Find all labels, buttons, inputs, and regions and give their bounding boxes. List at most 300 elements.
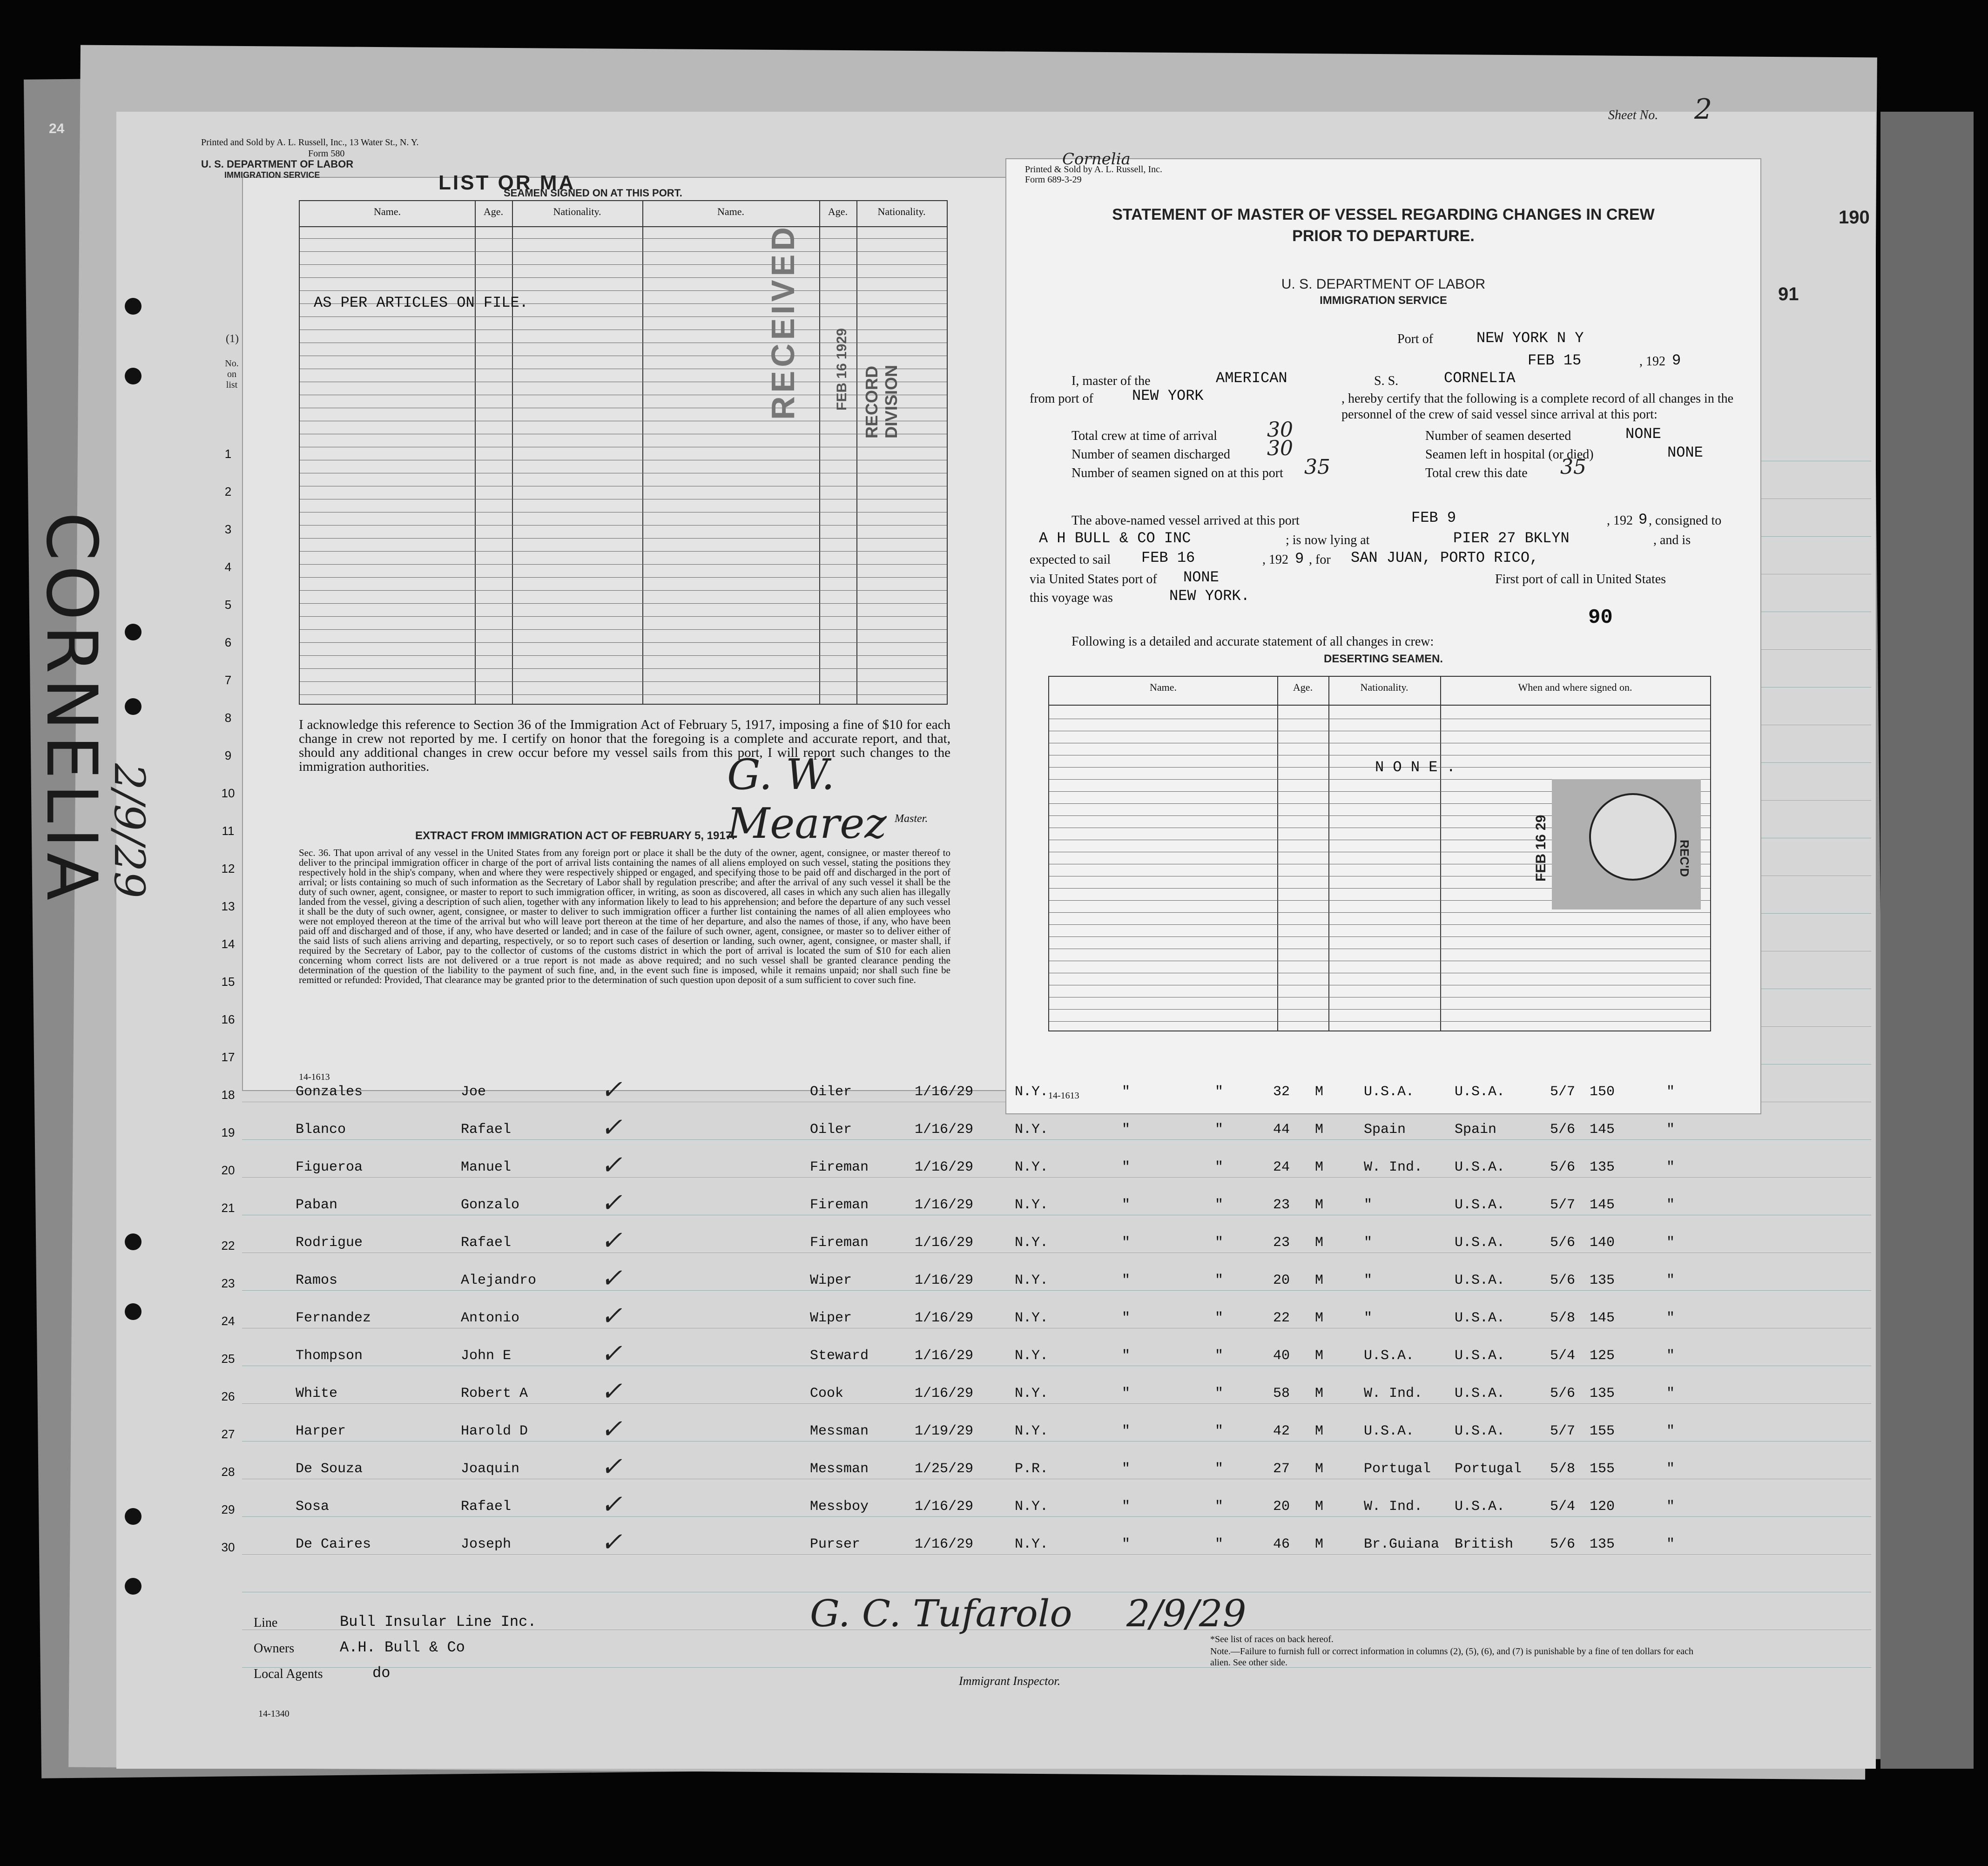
crew-given: Gonzalo xyxy=(461,1197,520,1213)
right-dept: U. S. DEPARTMENT OF LABOR xyxy=(1281,276,1486,292)
col-header-nationality-2: Nationality. xyxy=(877,206,926,217)
master-statement-form xyxy=(1005,150,1761,1114)
crew-c3: " xyxy=(1666,1235,1675,1251)
right-form-no: 14-1613 xyxy=(1048,1091,1079,1101)
row-number: 27 xyxy=(221,1427,235,1441)
crew-c3: " xyxy=(1666,1386,1675,1401)
row-number: 13 xyxy=(221,899,235,913)
left-form-title: LIST OR MA xyxy=(438,171,576,194)
crew-sex: M xyxy=(1315,1386,1324,1401)
crew-sex: M xyxy=(1315,1159,1324,1175)
binder-hole xyxy=(125,1303,142,1320)
row-number: 7 xyxy=(224,673,232,687)
crew-c1: " xyxy=(1122,1273,1131,1288)
table-rule xyxy=(300,238,947,239)
year-digit-sail: 9 xyxy=(1295,550,1304,567)
crew-born: U.S.A. xyxy=(1455,1499,1505,1515)
crew-surname: Figueroa xyxy=(296,1159,363,1175)
handwritten-cornelia: Cornelia xyxy=(1062,150,1131,168)
crew-c1: " xyxy=(1122,1159,1131,1175)
table-rule xyxy=(300,603,947,604)
crew-c2: " xyxy=(1215,1499,1224,1515)
crew-sex: M xyxy=(1315,1461,1324,1477)
table-rule xyxy=(300,629,947,630)
crew-age: 27 xyxy=(1273,1461,1290,1477)
year-digit-arrived: 9 xyxy=(1638,511,1648,528)
crew-c2: " xyxy=(1215,1536,1224,1552)
row-number: 12 xyxy=(221,862,235,876)
crew-c1: " xyxy=(1122,1499,1131,1515)
crew-age: 32 xyxy=(1273,1084,1290,1100)
crew-c2: " xyxy=(1215,1423,1224,1439)
crew-height: 5/7 xyxy=(1550,1084,1576,1100)
note-text: Note.—Failure to furnish full or correct information in columns (2), (5), (6), and (7) is punishable by a fine of ten dollars for each alien. See other side. xyxy=(1210,1646,1694,1668)
acknowledgement-text: I acknowledge this reference to Section 36 of the Immigration Act of February 5, 1917, imposing a fine of $10 for each change in crew not reported by me. I certify on honor that the foregoing is a complete and accurate report, and that, should any additional changes in crew occur before my vessel sails from this port, I will report such changes to the immigration authorities. xyxy=(299,717,950,774)
crew-place: N.Y. xyxy=(1015,1386,1049,1401)
row-number: 14 xyxy=(221,937,235,951)
crew-height: 5/7 xyxy=(1550,1197,1576,1213)
crew-weight: 140 xyxy=(1590,1235,1615,1251)
crew-c3: " xyxy=(1666,1536,1675,1552)
crew-surname: Gonzales xyxy=(296,1084,363,1100)
table-rule xyxy=(1049,912,1710,913)
row-number: 10 xyxy=(221,786,235,800)
master-of-label: I, master of the xyxy=(1071,374,1151,388)
port-label: Port of xyxy=(1397,332,1433,346)
check-mark-icon: ✓ xyxy=(600,1263,622,1293)
binder-hole xyxy=(125,368,142,384)
crew-c3: " xyxy=(1666,1499,1675,1515)
table-rule xyxy=(1049,924,1710,925)
owners-label: Owners xyxy=(254,1641,295,1656)
note-races: *See list of races on back hereof. xyxy=(1210,1634,1334,1644)
crew-date: 1/25/29 xyxy=(915,1461,974,1477)
crew-surname: De Souza xyxy=(296,1461,363,1477)
crew-c3: " xyxy=(1666,1122,1675,1138)
crew-place: N.Y. xyxy=(1015,1499,1049,1515)
col-header-nationality: Nationality. xyxy=(553,206,601,217)
agents-value: do xyxy=(372,1664,391,1682)
crew-born: Portugal xyxy=(1455,1461,1522,1477)
left-form-subtitle: SEAMEN SIGNED ON AT THIS PORT. xyxy=(504,187,682,199)
for-value: SAN JUAN, PORTO RICO, xyxy=(1351,549,1539,566)
row-number: 1 xyxy=(224,447,232,461)
crew-weight: 135 xyxy=(1590,1536,1615,1552)
crew-position: Fireman xyxy=(810,1159,869,1175)
check-mark-icon: ✓ xyxy=(600,1489,622,1520)
crew-born: U.S.A. xyxy=(1455,1386,1505,1401)
row-number: 23 xyxy=(221,1276,235,1290)
check-mark-icon: ✓ xyxy=(600,1301,622,1331)
table-rule xyxy=(300,577,947,578)
crew-c3: " xyxy=(1666,1423,1675,1439)
crew-sex: M xyxy=(1315,1122,1324,1138)
crew-given: Joseph xyxy=(461,1536,512,1552)
table-rule xyxy=(300,251,947,252)
crew-c1: " xyxy=(1122,1386,1131,1401)
crew-c1: " xyxy=(1122,1122,1131,1138)
crew-place: N.Y. xyxy=(1015,1084,1049,1100)
inspector-date: 2/9/29 xyxy=(1126,1592,1247,1635)
crew-given: Robert A xyxy=(461,1386,528,1401)
crew-c3: " xyxy=(1666,1461,1675,1477)
crew-c1: " xyxy=(1122,1348,1131,1364)
sheet-no-value: 2 xyxy=(1694,93,1712,126)
footer-form-no: 14-1340 xyxy=(258,1709,290,1719)
right-edge-sheet xyxy=(1880,112,1974,1769)
year-prefix: , 192 xyxy=(1639,354,1665,369)
row-number: 9 xyxy=(224,748,232,762)
crew-c1: " xyxy=(1122,1084,1131,1100)
arrived-label: The above-named vessel arrived at this port xyxy=(1071,513,1300,528)
ruled-line xyxy=(242,1403,1871,1404)
crew-age: 23 xyxy=(1273,1197,1290,1213)
crew-surname: De Caires xyxy=(296,1536,371,1552)
row-number: 29 xyxy=(221,1502,235,1516)
crew-nat: W. Ind. xyxy=(1364,1159,1423,1175)
crew-surname: Blanco xyxy=(296,1122,346,1138)
crew-age: 22 xyxy=(1273,1310,1290,1326)
crew-age: 20 xyxy=(1273,1499,1290,1515)
crew-c2: " xyxy=(1215,1348,1224,1364)
crew-place: N.Y. xyxy=(1015,1348,1049,1364)
check-mark-icon: ✓ xyxy=(600,1075,622,1105)
hospital-value: NONE xyxy=(1667,444,1703,461)
from-port-value: NEW YORK xyxy=(1132,387,1204,404)
crew-c2: " xyxy=(1215,1461,1224,1477)
left-printer-line: Printed and Sold by A. L. Russell, Inc., 13 Water St., N. Y. xyxy=(201,137,419,148)
crew-date: 1/16/29 xyxy=(915,1348,974,1364)
line-value: Bull Insular Line Inc. xyxy=(340,1613,537,1630)
check-mark-icon: ✓ xyxy=(600,1188,622,1218)
side-number-top: 190 xyxy=(1839,207,1870,228)
crew-c2: " xyxy=(1215,1310,1224,1326)
crew-nat: U.S.A. xyxy=(1364,1423,1415,1439)
crew-date: 1/16/29 xyxy=(915,1273,974,1288)
articles-on-file-entry: AS PER ARTICLES ON FILE. xyxy=(314,294,528,311)
crew-given: Joaquin xyxy=(461,1461,520,1477)
crew-position: Wiper xyxy=(810,1310,852,1326)
crew-sex: M xyxy=(1315,1273,1324,1288)
consigned-label: , consigned to xyxy=(1649,513,1722,528)
binder-hole xyxy=(125,1578,142,1595)
received-stamp: RECEIVED xyxy=(765,223,801,420)
year-prefix-sail: , 192 xyxy=(1262,552,1288,567)
consignee-value: A H BULL & CO INC xyxy=(1039,530,1191,547)
row-number: 8 xyxy=(224,711,232,725)
crew-c3: " xyxy=(1666,1348,1675,1364)
crew-nat: U.S.A. xyxy=(1364,1084,1415,1100)
row-number: 4 xyxy=(224,560,232,574)
crew-given: Antonio xyxy=(461,1310,520,1326)
crew-age: 42 xyxy=(1273,1423,1290,1439)
right-printer-line: Printed & Sold by A. L. Russell, Inc. xyxy=(1025,164,1162,175)
ship-date-vertical: 2/9/29 xyxy=(105,763,154,898)
ss-value: CORNELIA xyxy=(1444,370,1516,387)
left-service: IMMIGRATION SERVICE xyxy=(224,170,320,180)
crew-height: 5/6 xyxy=(1550,1235,1576,1251)
recd-stamp: REC'D xyxy=(1678,840,1691,877)
col-header-age: Age. xyxy=(483,206,504,217)
from-port-label: from port of xyxy=(1030,391,1093,406)
crew-c1: " xyxy=(1122,1310,1131,1326)
statement-title: STATEMENT OF MASTER OF VESSEL REGARDING CHANGES IN CREW xyxy=(1112,206,1655,223)
crew-c1: " xyxy=(1122,1461,1131,1477)
crew-place: N.Y. xyxy=(1015,1235,1049,1251)
column-one-label: (1) xyxy=(226,333,239,345)
table-rule xyxy=(300,668,947,669)
record-division-stamp: RECORD DIVISION xyxy=(862,364,901,438)
row-number: 5 xyxy=(224,598,232,612)
table-rule xyxy=(300,642,947,643)
crew-sex: M xyxy=(1315,1499,1324,1515)
crew-c1: " xyxy=(1122,1423,1131,1439)
crew-c3: " xyxy=(1666,1197,1675,1213)
crew-given: Joe xyxy=(461,1084,486,1100)
crew-height: 5/6 xyxy=(1550,1386,1576,1401)
crew-c2: " xyxy=(1215,1084,1224,1100)
table-rule xyxy=(300,681,947,682)
signed-on-label: Number of seamen signed on at this port xyxy=(1071,466,1283,480)
crew-position: Fireman xyxy=(810,1197,869,1213)
col-header-age-2: Age. xyxy=(828,206,848,217)
crew-date: 1/16/29 xyxy=(915,1159,974,1175)
crew-nat: " xyxy=(1364,1310,1373,1326)
crew-weight: 155 xyxy=(1590,1423,1615,1439)
crew-place: N.Y. xyxy=(1015,1122,1049,1138)
crew-nat: " xyxy=(1364,1235,1373,1251)
crew-nat: Spain xyxy=(1364,1122,1406,1138)
crew-date: 1/16/29 xyxy=(915,1499,974,1515)
crew-position: Messman xyxy=(810,1423,869,1439)
binder-hole xyxy=(125,698,142,715)
agents-label: Local Agents xyxy=(254,1667,323,1681)
left-form-no: 14-1613 xyxy=(299,1072,330,1082)
date-value: FEB 15 xyxy=(1528,352,1582,369)
crew-date: 1/16/29 xyxy=(915,1235,974,1251)
crew-position: Messman xyxy=(810,1461,869,1477)
check-mark-icon: ✓ xyxy=(600,1414,622,1444)
crew-born: U.S.A. xyxy=(1455,1310,1505,1326)
row-number: 22 xyxy=(221,1239,235,1253)
side-number-second: 91 xyxy=(1778,284,1799,304)
crew-sex: M xyxy=(1315,1348,1324,1364)
crew-c2: " xyxy=(1215,1235,1224,1251)
crew-given: Rafael xyxy=(461,1235,512,1251)
table-rule xyxy=(1049,936,1710,937)
crew-place: N.Y. xyxy=(1015,1197,1049,1213)
crew-place: N.Y. xyxy=(1015,1310,1049,1326)
crew-surname: Ramos xyxy=(296,1273,338,1288)
right-service: IMMIGRATION SERVICE xyxy=(1320,294,1447,307)
crew-age: 44 xyxy=(1273,1122,1290,1138)
crew-born: British xyxy=(1455,1536,1514,1552)
ruled-line xyxy=(242,1441,1871,1442)
crew-c2: " xyxy=(1215,1122,1224,1138)
crew-position: Purser xyxy=(810,1536,861,1552)
crew-date: 1/16/29 xyxy=(915,1310,974,1326)
row-number: 6 xyxy=(224,635,232,649)
crew-c2: " xyxy=(1215,1273,1224,1288)
crew-height: 5/4 xyxy=(1550,1499,1576,1515)
master-label: Master. xyxy=(895,813,928,825)
crew-age: 40 xyxy=(1273,1348,1290,1364)
extract-text: Sec. 36. That upon arrival of any vessel in the United States from any foreign port or place it shall be the duty of the owner, agent, consignee, or master thereof to deliver to the principal immigration officer in charge of the port of arrival lists containing the names of all aliens employed on such vessel, stating the positions they respectively hold in the ship's company, when and where they were respectively shipped or engaged, and specifying those to be paid off and discharged in the port of arrival; or lists containing so much of such information as the Secretary of Labor shall by regulation prescribe; and after the arrival of any such vessel it shall be the duty of such owner, agent, consignee, or master to report to such immigration officer, in writing, as soon as discovered, all cases in which any such alien has illegally landed from the vessel, giving a description of such alien, together with any information likely to lead to his apprehension; and before the departure of any such vessel it shall be the duty of such owner, agent, consignee, or master to deliver to such immigration officer a further list containing the names of all alien employees who were not employed thereon at the time of the arrival but who will leave port thereon at the time of her departure, and also the names of those, if any, who have been paid off and discharged and of those, if any, who have deserted or landed; and in case of the failure of such owner, agent, consignee, or master so to deliver either of the said lists of such aliens arriving and departing, respectively, or so to report such cases of desertion or landing, such owner, agent, consignee, or master shall, if required by the Secretary of Labor, pay to the collector of customs of the customs district in which the port of arrival is located the sum of $10 for each alien concerning whom correct lists are not delivered or a true report is not made as above required; and no such vessel shall be granted clearance pending the determination of the question of the liability to the payment of such fine, and, in the event such fine is imposed, while it remains unpaid; nor shall such fine be remitted or refunded: Provided, That clearance may be granted prior to the determination of such question upon deposit of a sum sufficient to cover such fine. xyxy=(299,847,950,985)
table-rule xyxy=(300,655,947,656)
crew-height: 5/7 xyxy=(1550,1423,1576,1439)
crew-nat: Br.Guiana xyxy=(1364,1536,1440,1552)
voyage-label: this voyage was xyxy=(1030,591,1113,605)
crew-surname: Harper xyxy=(296,1423,346,1439)
table-rule xyxy=(300,694,947,695)
total-date-value: 35 xyxy=(1560,455,1586,479)
crew-surname: Rodrigue xyxy=(296,1235,363,1251)
crew-date: 1/16/29 xyxy=(915,1536,974,1552)
crew-surname: Paban xyxy=(296,1197,338,1213)
right-form-number: Form 689-3-29 xyxy=(1025,175,1082,185)
crew-given: Harold D xyxy=(461,1423,528,1439)
crew-age: 20 xyxy=(1273,1273,1290,1288)
signed-on-value: 35 xyxy=(1304,455,1330,479)
crew-surname: Fernandez xyxy=(296,1310,371,1326)
crew-sex: M xyxy=(1315,1310,1324,1326)
ruled-line xyxy=(242,1290,1871,1291)
binder-hole xyxy=(125,1233,142,1250)
crew-sex: M xyxy=(1315,1536,1324,1552)
table-rule xyxy=(1049,1021,1710,1022)
crew-born: U.S.A. xyxy=(1455,1159,1505,1175)
ship-name-vertical: CORNELIA xyxy=(31,512,112,905)
crew-place: N.Y. xyxy=(1015,1423,1049,1439)
total-crew-value: 30 xyxy=(1267,418,1293,442)
crew-position: Wiper xyxy=(810,1273,852,1288)
crew-position: Steward xyxy=(810,1348,869,1364)
crew-nat: W. Ind. xyxy=(1364,1386,1423,1401)
crew-weight: 120 xyxy=(1590,1499,1615,1515)
col-header-name-2: Name. xyxy=(717,206,745,217)
row-number: 19 xyxy=(221,1125,235,1139)
crew-place: N.Y. xyxy=(1015,1273,1049,1288)
total-crew-label: Total crew at time of arrival xyxy=(1071,429,1217,443)
deserted-value: NONE xyxy=(1625,425,1661,443)
arrived-value: FEB 9 xyxy=(1411,509,1456,526)
row-number: 28 xyxy=(221,1465,235,1479)
crew-born: U.S.A. xyxy=(1455,1197,1505,1213)
col-header-name: Name. xyxy=(373,206,401,217)
crew-sex: M xyxy=(1315,1235,1324,1251)
row-number: 18 xyxy=(221,1088,235,1102)
crew-nat: " xyxy=(1364,1197,1373,1213)
sheet-no-label: Sheet No. xyxy=(1608,108,1658,122)
crew-date: 1/16/29 xyxy=(915,1386,974,1401)
table-rule xyxy=(300,551,947,552)
row-number: 15 xyxy=(221,975,235,989)
table-rule xyxy=(300,616,947,617)
table-rule xyxy=(300,277,947,278)
crew-sex: M xyxy=(1315,1423,1324,1439)
crew-c3: " xyxy=(1666,1273,1675,1288)
discharged-value: 30 xyxy=(1267,437,1293,460)
row-number: 21 xyxy=(221,1201,235,1215)
left-dept: U. S. DEPARTMENT OF LABOR xyxy=(201,158,354,170)
stamp-number: 90 xyxy=(1588,606,1613,629)
crew-weight: 135 xyxy=(1590,1159,1615,1175)
table-rule xyxy=(1049,1009,1710,1010)
crew-age: 23 xyxy=(1273,1235,1290,1251)
crew-born: U.S.A. xyxy=(1455,1348,1505,1364)
crew-date: 1/19/29 xyxy=(915,1423,974,1439)
crew-c2: " xyxy=(1215,1197,1224,1213)
crew-age: 46 xyxy=(1273,1536,1290,1552)
deserting-seamen-table xyxy=(1048,676,1711,1031)
crew-c2: " xyxy=(1215,1159,1224,1175)
statement-subtitle: PRIOR TO DEPARTURE. xyxy=(1292,227,1475,245)
port-value: NEW YORK N Y xyxy=(1476,330,1584,347)
crew-born: U.S.A. xyxy=(1455,1084,1505,1100)
row-number: 24 xyxy=(221,1314,235,1328)
crew-born: Spain xyxy=(1455,1122,1497,1138)
sail-value: FEB 16 xyxy=(1141,549,1195,566)
crew-height: 5/6 xyxy=(1550,1273,1576,1288)
deserting-seamen-label: DESERTING SEAMEN. xyxy=(1323,653,1443,665)
total-date-label: Total crew this date xyxy=(1425,466,1528,480)
clock-face-icon xyxy=(1589,793,1677,881)
is-label: , and is xyxy=(1653,533,1691,547)
inspector-signature: G. C. Tufarolo xyxy=(810,1592,1072,1635)
crew-given: Rafael xyxy=(461,1499,512,1515)
row-number: 26 xyxy=(221,1389,235,1403)
crew-height: 5/6 xyxy=(1550,1536,1576,1552)
crew-place: N.Y. xyxy=(1015,1536,1049,1552)
crew-born: U.S.A. xyxy=(1455,1273,1505,1288)
crew-place: P.R. xyxy=(1015,1461,1049,1477)
ruled-line xyxy=(242,1516,1871,1517)
check-mark-icon: ✓ xyxy=(600,1150,622,1180)
via-label: via United States port of xyxy=(1030,572,1157,586)
crew-height: 5/8 xyxy=(1550,1461,1576,1477)
table-rule xyxy=(300,564,947,565)
owners-value: A.H. Bull & Co xyxy=(340,1639,465,1656)
crew-born: U.S.A. xyxy=(1455,1235,1505,1251)
crew-nat: U.S.A. xyxy=(1364,1348,1415,1364)
table-rule xyxy=(300,290,947,291)
col-header-desert-signed: When and where signed on. xyxy=(1518,681,1632,693)
crew-weight: 145 xyxy=(1590,1122,1615,1138)
inspector-label: Immigrant Inspector. xyxy=(959,1674,1061,1688)
expected-label: expected to sail xyxy=(1030,552,1111,567)
crew-place: N.Y. xyxy=(1015,1159,1049,1175)
none-entry: N O N E . xyxy=(1375,759,1456,776)
check-mark-icon: ✓ xyxy=(600,1527,622,1557)
crew-nat: W. Ind. xyxy=(1364,1499,1423,1515)
crew-c1: " xyxy=(1122,1197,1131,1213)
crew-born: U.S.A. xyxy=(1455,1423,1505,1439)
voyage-value: NEW YORK. xyxy=(1169,587,1250,605)
crew-c1: " xyxy=(1122,1536,1131,1552)
col-header-desert-nationality: Nationality. xyxy=(1360,681,1408,693)
binder-hole xyxy=(125,1508,142,1525)
crew-sex: M xyxy=(1315,1197,1324,1213)
crew-weight: 145 xyxy=(1590,1310,1615,1326)
lying-label: ; is now lying at xyxy=(1286,533,1370,547)
binder-hole xyxy=(125,298,142,315)
crew-height: 5/4 xyxy=(1550,1348,1576,1364)
row-number: 25 xyxy=(221,1352,235,1366)
certify-text: , hereby certify that the following is a complete record of all changes in the personnel of the crew of said vessel since arrival at this port: xyxy=(1341,391,1734,422)
crew-position: Oiler xyxy=(810,1084,852,1100)
crew-age: 58 xyxy=(1273,1386,1290,1401)
table-rule xyxy=(300,264,947,265)
